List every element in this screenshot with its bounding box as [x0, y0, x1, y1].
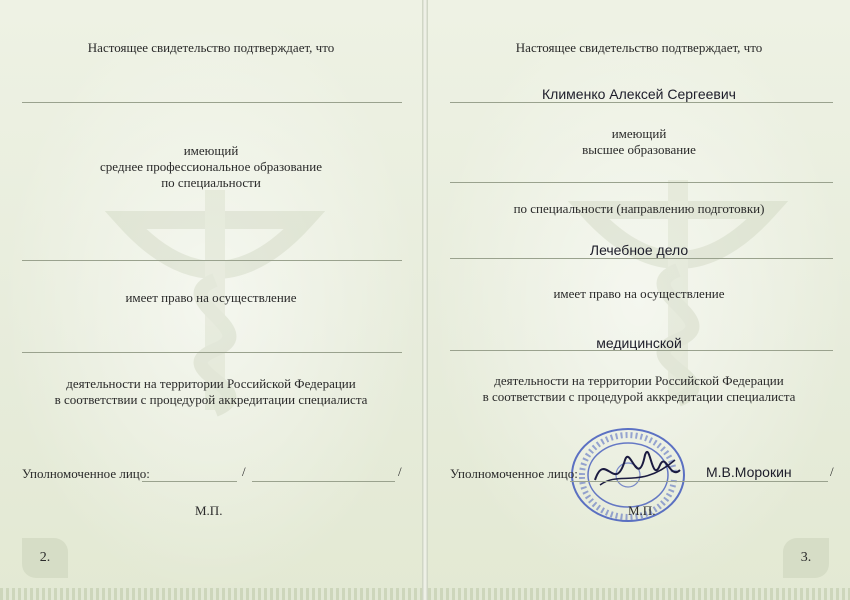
activity-line — [450, 350, 833, 351]
signature-line — [142, 481, 237, 482]
page-number: 2. — [22, 538, 68, 578]
signature-line — [570, 481, 700, 482]
name-line — [450, 102, 833, 103]
right-page — [428, 0, 850, 600]
activity-line — [22, 352, 402, 353]
having-text: имеющий — [611, 126, 667, 141]
education-text: высшее образование — [582, 142, 696, 157]
activity-line2: в соответствии с процедурой аккредитации специалиста — [54, 392, 368, 407]
slash: / — [830, 464, 834, 479]
has-right-text: имеет право на осуществление — [553, 286, 725, 301]
slash: / — [242, 464, 246, 479]
by-specialty-text: по специальности (направлению подготовки) — [513, 201, 765, 216]
education-line — [450, 182, 833, 183]
page-number: 3. — [783, 538, 829, 578]
activity-line2: в соответствии с процедурой аккредитации специалиста — [482, 389, 796, 404]
specialty-value: Лечебное дело — [589, 242, 689, 258]
name-line — [22, 102, 402, 103]
seal-mark-label: М.П. — [195, 503, 223, 518]
handwritten-signature — [590, 440, 685, 500]
border-ornament — [0, 588, 422, 600]
signer-name: М.В.Морокин — [706, 464, 792, 480]
authorized-label: Уполномоченное лицо: — [450, 466, 578, 481]
specialty-line — [450, 258, 833, 259]
specialty-line — [22, 260, 402, 261]
has-right-text: имеет право на осуществление — [125, 290, 297, 305]
authorized-label: Уполномоченное лицо: — [22, 466, 150, 481]
by-specialty-text: по специальности — [161, 175, 261, 190]
left-page — [0, 0, 422, 600]
having-text: имеющий — [183, 143, 239, 158]
activity-line1: деятельности на территории Российской Федерации — [494, 373, 784, 388]
signer-line — [252, 481, 395, 482]
full-name: Клименко Алексей Сергеевич — [542, 86, 736, 102]
activity-type-value: медицинской — [596, 335, 682, 351]
signer-line — [700, 481, 828, 482]
border-ornament — [428, 588, 850, 600]
seal-mark-label: М.П. — [628, 503, 656, 518]
education-text: среднее профессиональное образование — [100, 159, 322, 174]
activity-line1: деятельности на территории Российской Федерации — [66, 376, 356, 391]
slash: / — [398, 464, 402, 479]
intro-text: Настоящее свидетельство подтверждает, что — [87, 40, 335, 55]
intro-text: Настоящее свидетельство подтверждает, что — [515, 40, 763, 55]
